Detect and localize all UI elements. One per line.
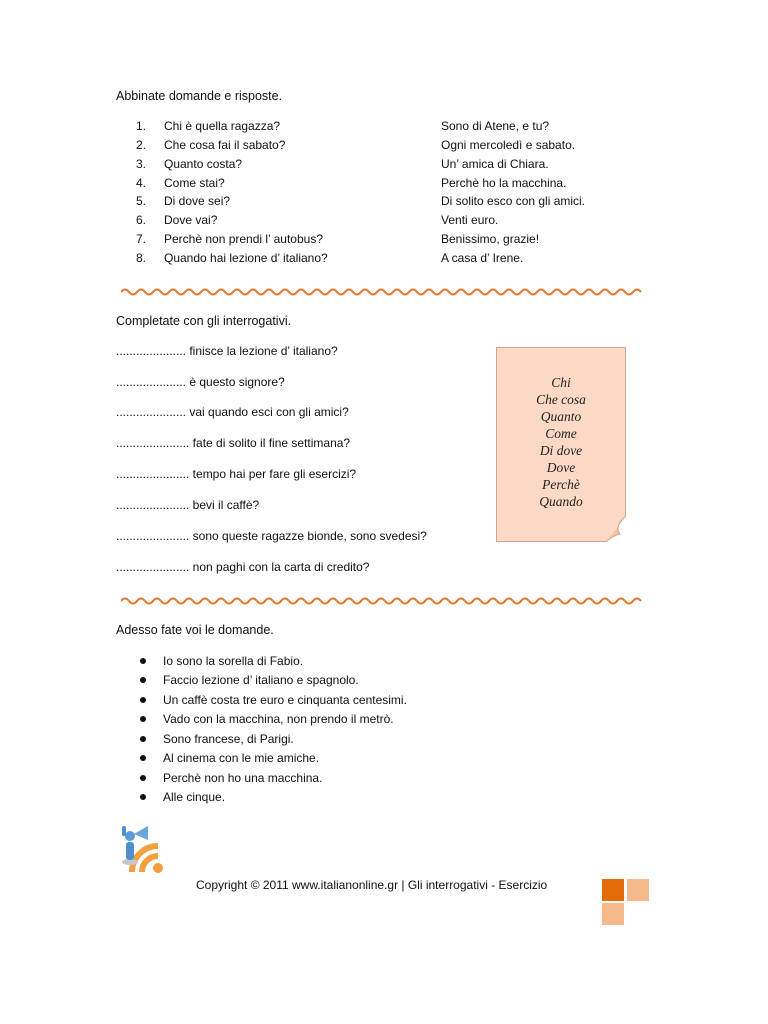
- list-item-text: Sono francese, di Parigi.: [163, 732, 294, 746]
- list-item-text: Vado con la macchina, non prendo il metrò.: [163, 712, 394, 726]
- answer-text: Benissimo, grazie!: [441, 232, 540, 246]
- question-text: Che cosa fai il sabato?: [164, 138, 286, 152]
- question-number: 2.: [136, 138, 147, 152]
- question-row: [0, 249, 768, 267]
- question-number: 4.: [136, 176, 147, 190]
- question-text: Chi è quella ragazza?: [164, 119, 281, 133]
- word-bank-list: [497, 374, 625, 510]
- bullet-icon: [140, 736, 146, 742]
- fill-sentence: ...................... non paghi con la carta di credito?: [116, 560, 370, 574]
- question-text: Di dove sei?: [164, 194, 231, 208]
- answer-text: A casa d’ Irene.: [441, 251, 524, 265]
- list-item-text: Perchè non ho una macchina.: [163, 771, 323, 785]
- answer-text: Sono di Atene, e tu?: [441, 119, 550, 133]
- list-item-text: Al cinema con le mie amiche.: [163, 751, 320, 765]
- bullet-icon: [140, 716, 146, 722]
- word-bank-word: Quanto: [540, 409, 582, 424]
- bullet-icon: [140, 677, 146, 683]
- section-heading-questions: Adesso fate voi le domande.: [116, 623, 274, 637]
- decor-square: [627, 879, 649, 901]
- wavy-divider: [121, 287, 643, 297]
- answer-text: Di solito esco con gli amici.: [441, 194, 586, 208]
- word-bank-word: Come: [545, 426, 577, 441]
- section-heading-match: Abbinate domande e risposte.: [116, 89, 283, 103]
- question-text: Come stai?: [164, 176, 225, 190]
- bullet-icon: [140, 697, 146, 703]
- question-row: [0, 155, 768, 173]
- question-text: Perchè non prendi l’ autobus?: [164, 232, 323, 246]
- bullet-icon: [140, 775, 146, 781]
- word-bank-word: Quando: [539, 494, 583, 509]
- list-item-text: Alle cinque.: [163, 790, 226, 804]
- question-row: [0, 211, 768, 229]
- question-row: [0, 192, 768, 210]
- question-number: 5.: [136, 194, 147, 208]
- word-bank-note: [496, 347, 626, 542]
- fill-sentence: ..................... finisce la lezione d’ italiano?: [116, 344, 338, 358]
- question-text: Quanto costa?: [164, 157, 243, 171]
- wavy-divider: [121, 596, 643, 606]
- footer-copyright: Copyright © 2011 www.italianonline.gr | Gli interrogativi - Esercizio: [196, 878, 548, 892]
- question-number: 3.: [136, 157, 147, 171]
- question-text: Dove vai?: [164, 213, 218, 227]
- bullet-icon: [140, 794, 146, 800]
- question-row: [0, 230, 768, 248]
- bullet-icon: [140, 658, 146, 664]
- megaphone-logo-icon: [114, 818, 178, 876]
- question-number: 8.: [136, 251, 147, 265]
- list-item-text: Faccio lezione d’ italiano e spagnolo.: [163, 673, 359, 687]
- decor-square: [602, 903, 624, 925]
- fill-sentence: ..................... è questo signore?: [116, 375, 285, 389]
- question-number: 6.: [136, 213, 147, 227]
- decor-square: [602, 879, 624, 901]
- list-item-text: Io sono la sorella di Fabio.: [163, 654, 304, 668]
- bullet-icon: [140, 755, 146, 761]
- fill-sentence: ...................... sono queste ragazze bionde, sono svedesi?: [116, 529, 427, 543]
- fill-sentence: ...................... tempo hai per fare gli esercizi?: [116, 467, 357, 481]
- fill-sentence: ...................... fate di solito il fine settimana?: [116, 436, 351, 450]
- word-bank-word: Di dove: [539, 443, 583, 458]
- answer-text: Venti euro.: [441, 213, 499, 227]
- question-row: [0, 174, 768, 192]
- fill-sentence: ...................... bevi il caffè?: [116, 498, 260, 512]
- section-heading-complete: Completate con gli interrogativi.: [116, 314, 292, 328]
- question-number: 7.: [136, 232, 147, 246]
- word-bank-word: Dove: [546, 460, 576, 475]
- page-curl-icon: [606, 516, 626, 542]
- question-row: [0, 136, 768, 154]
- answer-text: Ogni mercoledì e sabato.: [441, 138, 576, 152]
- fill-sentence: ..................... vai quando esci con gli amici?: [116, 405, 349, 419]
- list-item-text: Un caffè costa tre euro e cinquanta centesimi.: [163, 693, 407, 707]
- word-bank-word: Che cosa: [536, 392, 586, 407]
- question-row: [0, 117, 768, 135]
- answer-text: Perchè ho la macchina.: [441, 176, 567, 190]
- word-bank-word: Perchè: [542, 477, 580, 492]
- question-text: Quando hai lezione d’ italiano?: [164, 251, 328, 265]
- answer-text: Un’ amica di Chiara.: [441, 157, 549, 171]
- question-number: 1.: [136, 119, 147, 133]
- word-bank-word: Chi: [551, 375, 571, 390]
